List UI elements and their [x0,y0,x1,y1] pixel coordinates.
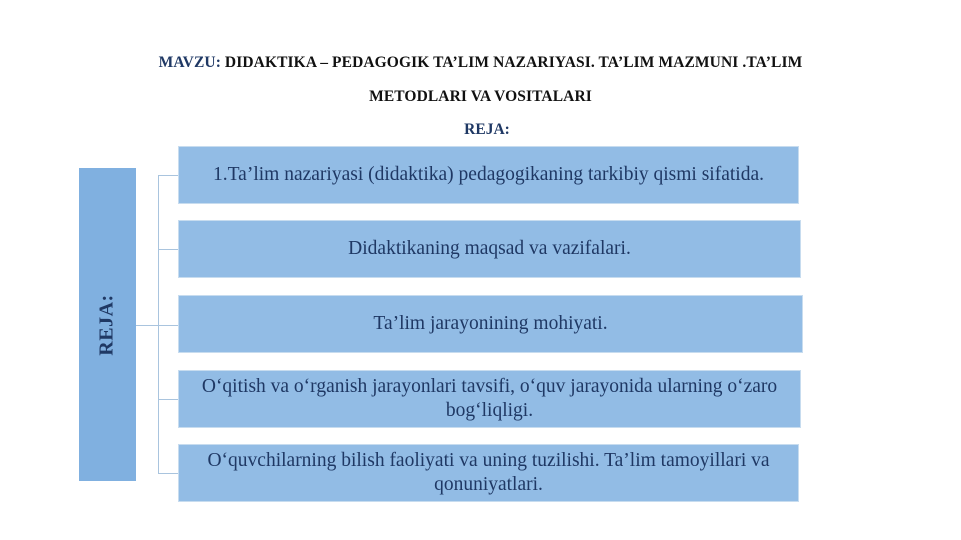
slide-title-line-2: METODLARI VA VOSITALARI [369,88,592,105]
connector-tick [158,175,178,176]
plan-item-2: Didaktikaning maqsad va vazifalari. [178,220,801,278]
connector-tick [158,249,178,250]
reja-side-label: REJA: [95,294,118,356]
plan-item-3: Ta’lim jarayonining mohiyati. [178,295,803,353]
mavzu-prefix: MAVZU: [158,54,221,71]
connector-tick [158,473,178,474]
slide-title-line-1 [0,54,961,72]
plan-item-1: 1.Ta’lim nazariyasi (didaktika) pedagogikaning tarkibiy qismi sifatida. [178,146,799,204]
plan-item-5: O‘quvchilarning bilish faoliyati va uning tuzilishi. Ta’lim tamoyillari va qonuniyatlari. [178,444,799,502]
connector-tick [158,325,178,326]
title-text-part-1: DIDAKTIKA – PEDAGOGIK TA’LIM NAZARIYASI. TA’LIM MAZMUNI .TA’LIM [220,54,803,71]
connector-tick [158,399,178,400]
reja-heading: REJA: [464,121,510,138]
plan-item-4: O‘qitish va o‘rganish jarayonlari tavsifi, o‘quv jarayonida ularning o‘zaro bog‘liqligi. [178,370,801,428]
connector-horizontal [136,325,158,326]
